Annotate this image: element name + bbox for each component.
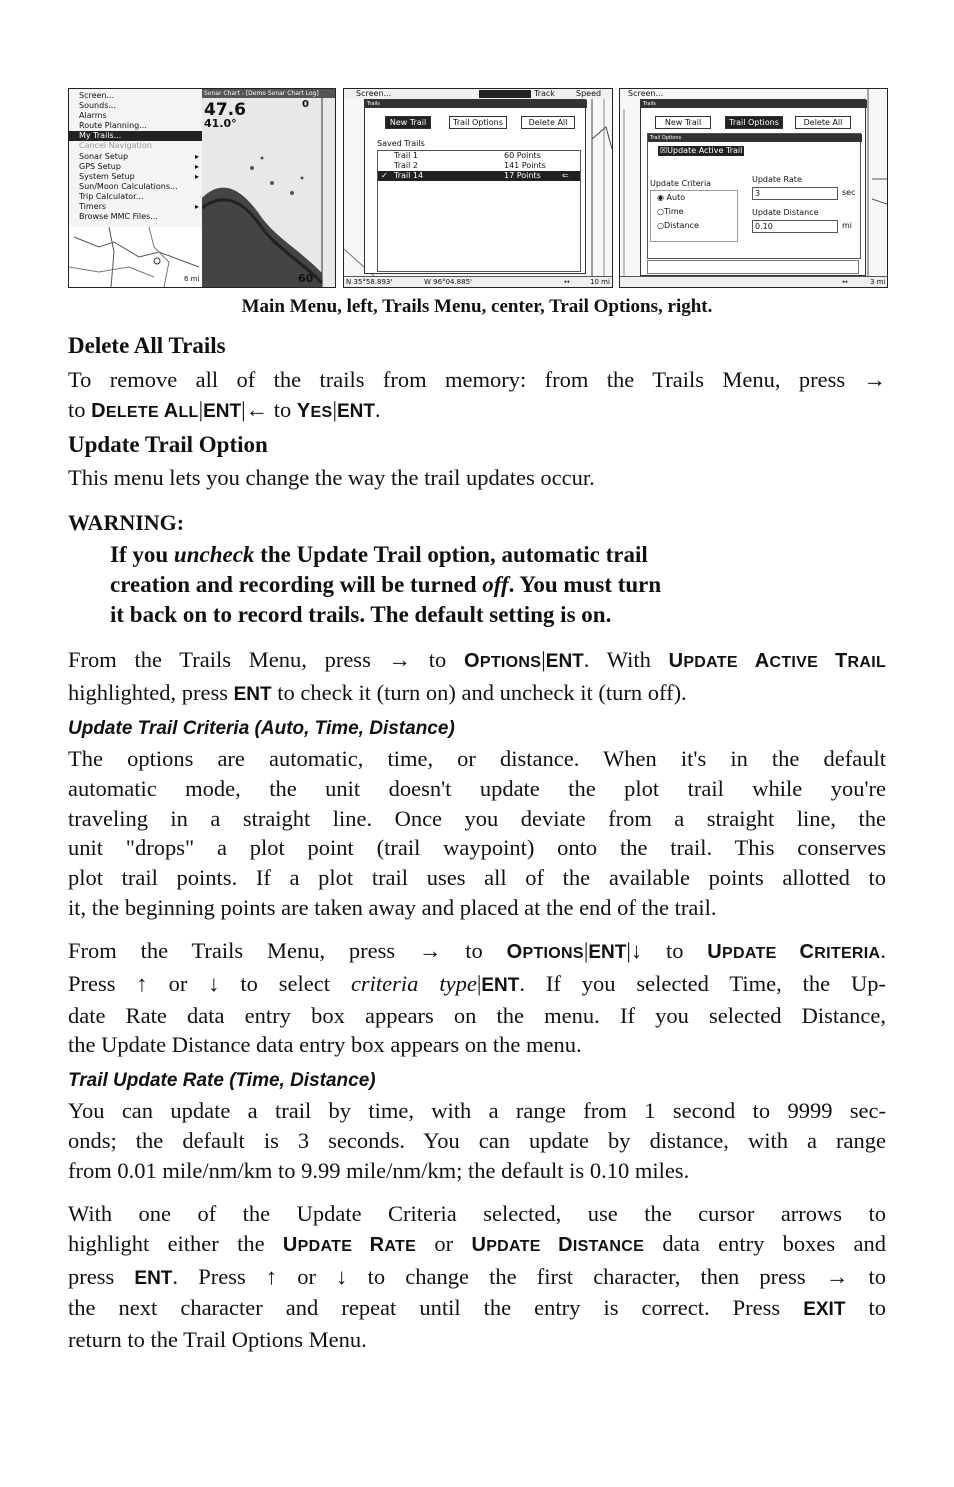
trails-dialog	[640, 99, 866, 276]
text-line: This menu lets you change the way the trail updates occur.	[68, 465, 595, 490]
menu-item-gps-setup[interactable]: GPS Setup	[79, 162, 121, 171]
trails-dialog	[364, 99, 586, 274]
trail-name[interactable]: Trail 1	[394, 151, 418, 160]
map-scale-arrow-icon: ↔	[842, 278, 848, 286]
text-line: to DELETE ALL|ENT|← to YES|ENT.	[68, 396, 381, 422]
text-line: the Update Distance data entry box appears on the menu.	[68, 1032, 582, 1058]
radio-auto-label: Auto	[666, 193, 686, 202]
figure-caption: Main Menu, left, Trails Menu, center, Trail Options, right.	[241, 296, 713, 317]
text-line: return to the Trail Options Menu.	[68, 1327, 367, 1353]
text-line: it back on to record trails. The default setting is on.	[110, 601, 612, 627]
scale-bottom: 60	[298, 272, 314, 285]
new-trail-button[interactable]: New Trail	[655, 116, 711, 129]
menu-item-my-trails[interactable]: My Trails...	[69, 131, 202, 141]
check-icon: ✓	[381, 171, 388, 180]
radio-empty-icon: ○	[657, 207, 664, 216]
radio-empty-icon: ○	[657, 221, 664, 230]
map-roads-graphic	[69, 227, 202, 287]
update-rate-unit: sec	[842, 188, 856, 197]
update-active-trail-checkbox[interactable]	[658, 146, 744, 156]
menu-item-browse-mmc[interactable]: Browse MMC Files...	[79, 212, 158, 221]
text-line: unit "drops" a plot point (trail waypoint) onto the trail. This conserves	[68, 835, 886, 861]
status-bar-bottom	[620, 276, 887, 288]
text-line: date Rate data entry box appears on the menu. If you selected Distance,	[68, 1002, 886, 1028]
new-trail-button[interactable]: New Trail	[385, 116, 431, 129]
warning-text	[110, 540, 850, 629]
delete-all-button[interactable]: Delete All	[795, 116, 851, 129]
radio-distance[interactable]	[657, 221, 699, 231]
update-criteria-instructions	[68, 936, 886, 1060]
submenu-arrow-icon: ▸	[195, 202, 200, 211]
sonar-chart	[202, 89, 335, 287]
update-distance-unit: mi	[842, 221, 853, 230]
track-header: Track	[534, 89, 555, 98]
mini-map	[69, 227, 202, 287]
trail-points: 141 Points	[504, 161, 546, 170]
submenu-arrow-icon: ▸	[195, 172, 200, 181]
scale-top: 0	[302, 99, 309, 110]
submenu-arrow-icon: ▸	[195, 152, 200, 161]
update-trail-criteria-heading: Update Trail Criteria (Auto, Time, Distance)	[68, 718, 455, 739]
text-line: The options are automatic, time, or distance. When it's in the default	[68, 746, 886, 771]
trail-options-panel	[647, 133, 861, 259]
map-scale: 3 mi	[870, 278, 886, 286]
text-line: it, the beginning points are taken away and placed at the end of the trail.	[68, 894, 717, 920]
text-line: You can update a trail by time, with a range from 1 second to 9999 sec-	[68, 1098, 886, 1123]
text-line: From the Trails Menu, press → to OPTIONS|ENT. With UPDATE ACTIVE TRAIL	[68, 647, 887, 672]
saved-trails-list[interactable]	[377, 150, 581, 272]
temperature-readout: 41.0°	[204, 117, 237, 130]
trail-name[interactable]: Trail 14	[394, 171, 424, 180]
trails-menu-screenshot	[343, 88, 613, 288]
checkbox-checked-icon: ☒	[660, 146, 668, 155]
text-line: the next character and repeat until the entry is correct. Press EXIT to	[68, 1295, 886, 1321]
trail-update-rate-heading: Trail Update Rate (Time, Distance)	[68, 1070, 376, 1091]
submenu-arrow-icon: ▸	[195, 162, 200, 171]
text-line: With one of the Update Criteria selected, use the cursor arrows to	[68, 1201, 886, 1226]
menu-item-route-planning[interactable]: Route Planning...	[79, 121, 147, 130]
text-line: press ENT. Press ↑ or ↓ to change the first character, then press → to	[68, 1263, 886, 1289]
radio-time[interactable]	[657, 207, 684, 217]
map-scale: 10 mi	[590, 278, 610, 286]
text-line: highlight either the UPDATE RATE or UPDATE DISTANCE data entry boxes and	[68, 1230, 886, 1256]
text-line: automatic mode, the unit doesn't update the plot trail while you're	[68, 775, 886, 801]
bottom-field	[647, 260, 859, 274]
update-rate-instructions	[68, 1199, 886, 1355]
update-active-trail-label: Update Active Trail	[667, 146, 743, 155]
menu-item-sun-moon[interactable]: Sun/Moon Calculations...	[79, 182, 178, 191]
trail-points: 60 Points	[504, 151, 541, 160]
map-scale: 6 mi	[184, 275, 200, 283]
warning-label: WARNING:	[68, 510, 185, 535]
sonar-title: Sonar Chart - [Demo Sonar Chart Log]	[202, 89, 336, 98]
delete-all-button[interactable]: Delete All	[521, 116, 575, 129]
update-distance-label: Update Distance	[752, 208, 819, 217]
menu-item-trip-calculator[interactable]: Trip Calculator...	[79, 192, 144, 201]
trail-name[interactable]: Trail 2	[394, 161, 418, 170]
trail-points: 17 Points	[504, 171, 541, 180]
update-active-trail-instructions	[68, 645, 886, 710]
text-line: To remove all of the trails from memory: from the Trails Menu, press →	[68, 367, 886, 392]
update-trail-option-heading: Update Trail Option	[68, 432, 268, 457]
latitude: N 35°58.893'	[346, 278, 393, 286]
longitude: W 96°04.885'	[424, 278, 472, 286]
text-line: from 0.01 mile/nm/km to 9.99 mile/nm/km; the default is 0.10 miles.	[68, 1157, 690, 1183]
dialog-title: Trails	[365, 100, 587, 108]
text-line: creation and recording will be turned off. You must turn	[110, 571, 662, 597]
update-rate-input[interactable]: 3	[752, 187, 838, 200]
menu-item-alarms[interactable]: Alarms	[79, 111, 107, 120]
menu-item-screen: Screen...	[628, 89, 664, 98]
text-line: plot trail points. If a plot trail uses all of the available points allotted to	[68, 865, 886, 891]
update-trail-criteria-text	[68, 744, 886, 923]
delete-all-trails-heading: Delete All Trails	[68, 333, 226, 358]
text-line: Press ↑ or ↓ to select criteria type|ENT. If you selected Time, the Up-	[68, 970, 886, 996]
main-menu-screenshot	[68, 88, 336, 288]
delete-all-trails-text	[68, 365, 886, 428]
menu-item-timers[interactable]: Timers	[79, 202, 107, 211]
saved-trails-label: Saved Trails	[377, 139, 425, 148]
speed-header: Speed	[576, 89, 602, 98]
trail-options-button[interactable]: Trail Options	[725, 116, 783, 129]
map-scale-arrow-icon: ↔	[564, 278, 570, 286]
text-line: If you uncheck the Update Trail option, automatic trail	[110, 542, 648, 567]
text-line: onds; the default is 3 seconds. You can update by distance, with a range	[68, 1127, 886, 1153]
status-bar-top	[344, 89, 612, 99]
main-menu-panel	[69, 89, 202, 227]
status-bar-bottom	[344, 276, 612, 288]
menu-item-cancel-navigation[interactable]: Cancel Navigation	[79, 141, 152, 150]
text-line: From the Trails Menu, press → to OPTIONS|ENT|↓ to UPDATE CRITERIA.	[68, 938, 886, 963]
update-criteria-label: Update Criteria	[650, 179, 712, 188]
update-distance-input[interactable]: 0.10	[752, 220, 838, 233]
depth-readout: 47.6	[204, 100, 246, 120]
trail-options-screenshot	[619, 88, 888, 288]
trail-update-rate-text	[68, 1096, 886, 1185]
menu-item-screen[interactable]: Screen...	[79, 91, 115, 100]
dialog-title: Trails	[641, 100, 867, 108]
menu-item-sounds[interactable]: Sounds...	[79, 101, 116, 110]
trail-options-button[interactable]: Trail Options	[449, 116, 507, 129]
radio-auto[interactable]	[657, 193, 685, 203]
update-trail-option-text	[68, 463, 886, 493]
radio-time-label: Time	[663, 207, 684, 216]
update-rate-label: Update Rate	[752, 175, 802, 184]
menu-item-system-setup[interactable]: System Setup	[79, 172, 135, 181]
menu-item-screen: Screen...	[356, 89, 392, 98]
track-bar	[479, 90, 531, 98]
panel-title: Trail Options	[648, 134, 862, 142]
radio-selected-icon: ◉	[657, 193, 664, 202]
menu-item-sonar-setup[interactable]: Sonar Setup	[79, 152, 129, 161]
update-criteria-group	[650, 190, 738, 242]
radio-distance-label: Distance	[663, 221, 699, 230]
text-line: highlighted, press ENT to check it (turn on) and uncheck it (turn off).	[68, 679, 687, 705]
cursor-arrow-icon: ⇐	[562, 171, 569, 180]
text-line: traveling in a straight line. Once you deviate from a straight line, the	[68, 805, 886, 831]
